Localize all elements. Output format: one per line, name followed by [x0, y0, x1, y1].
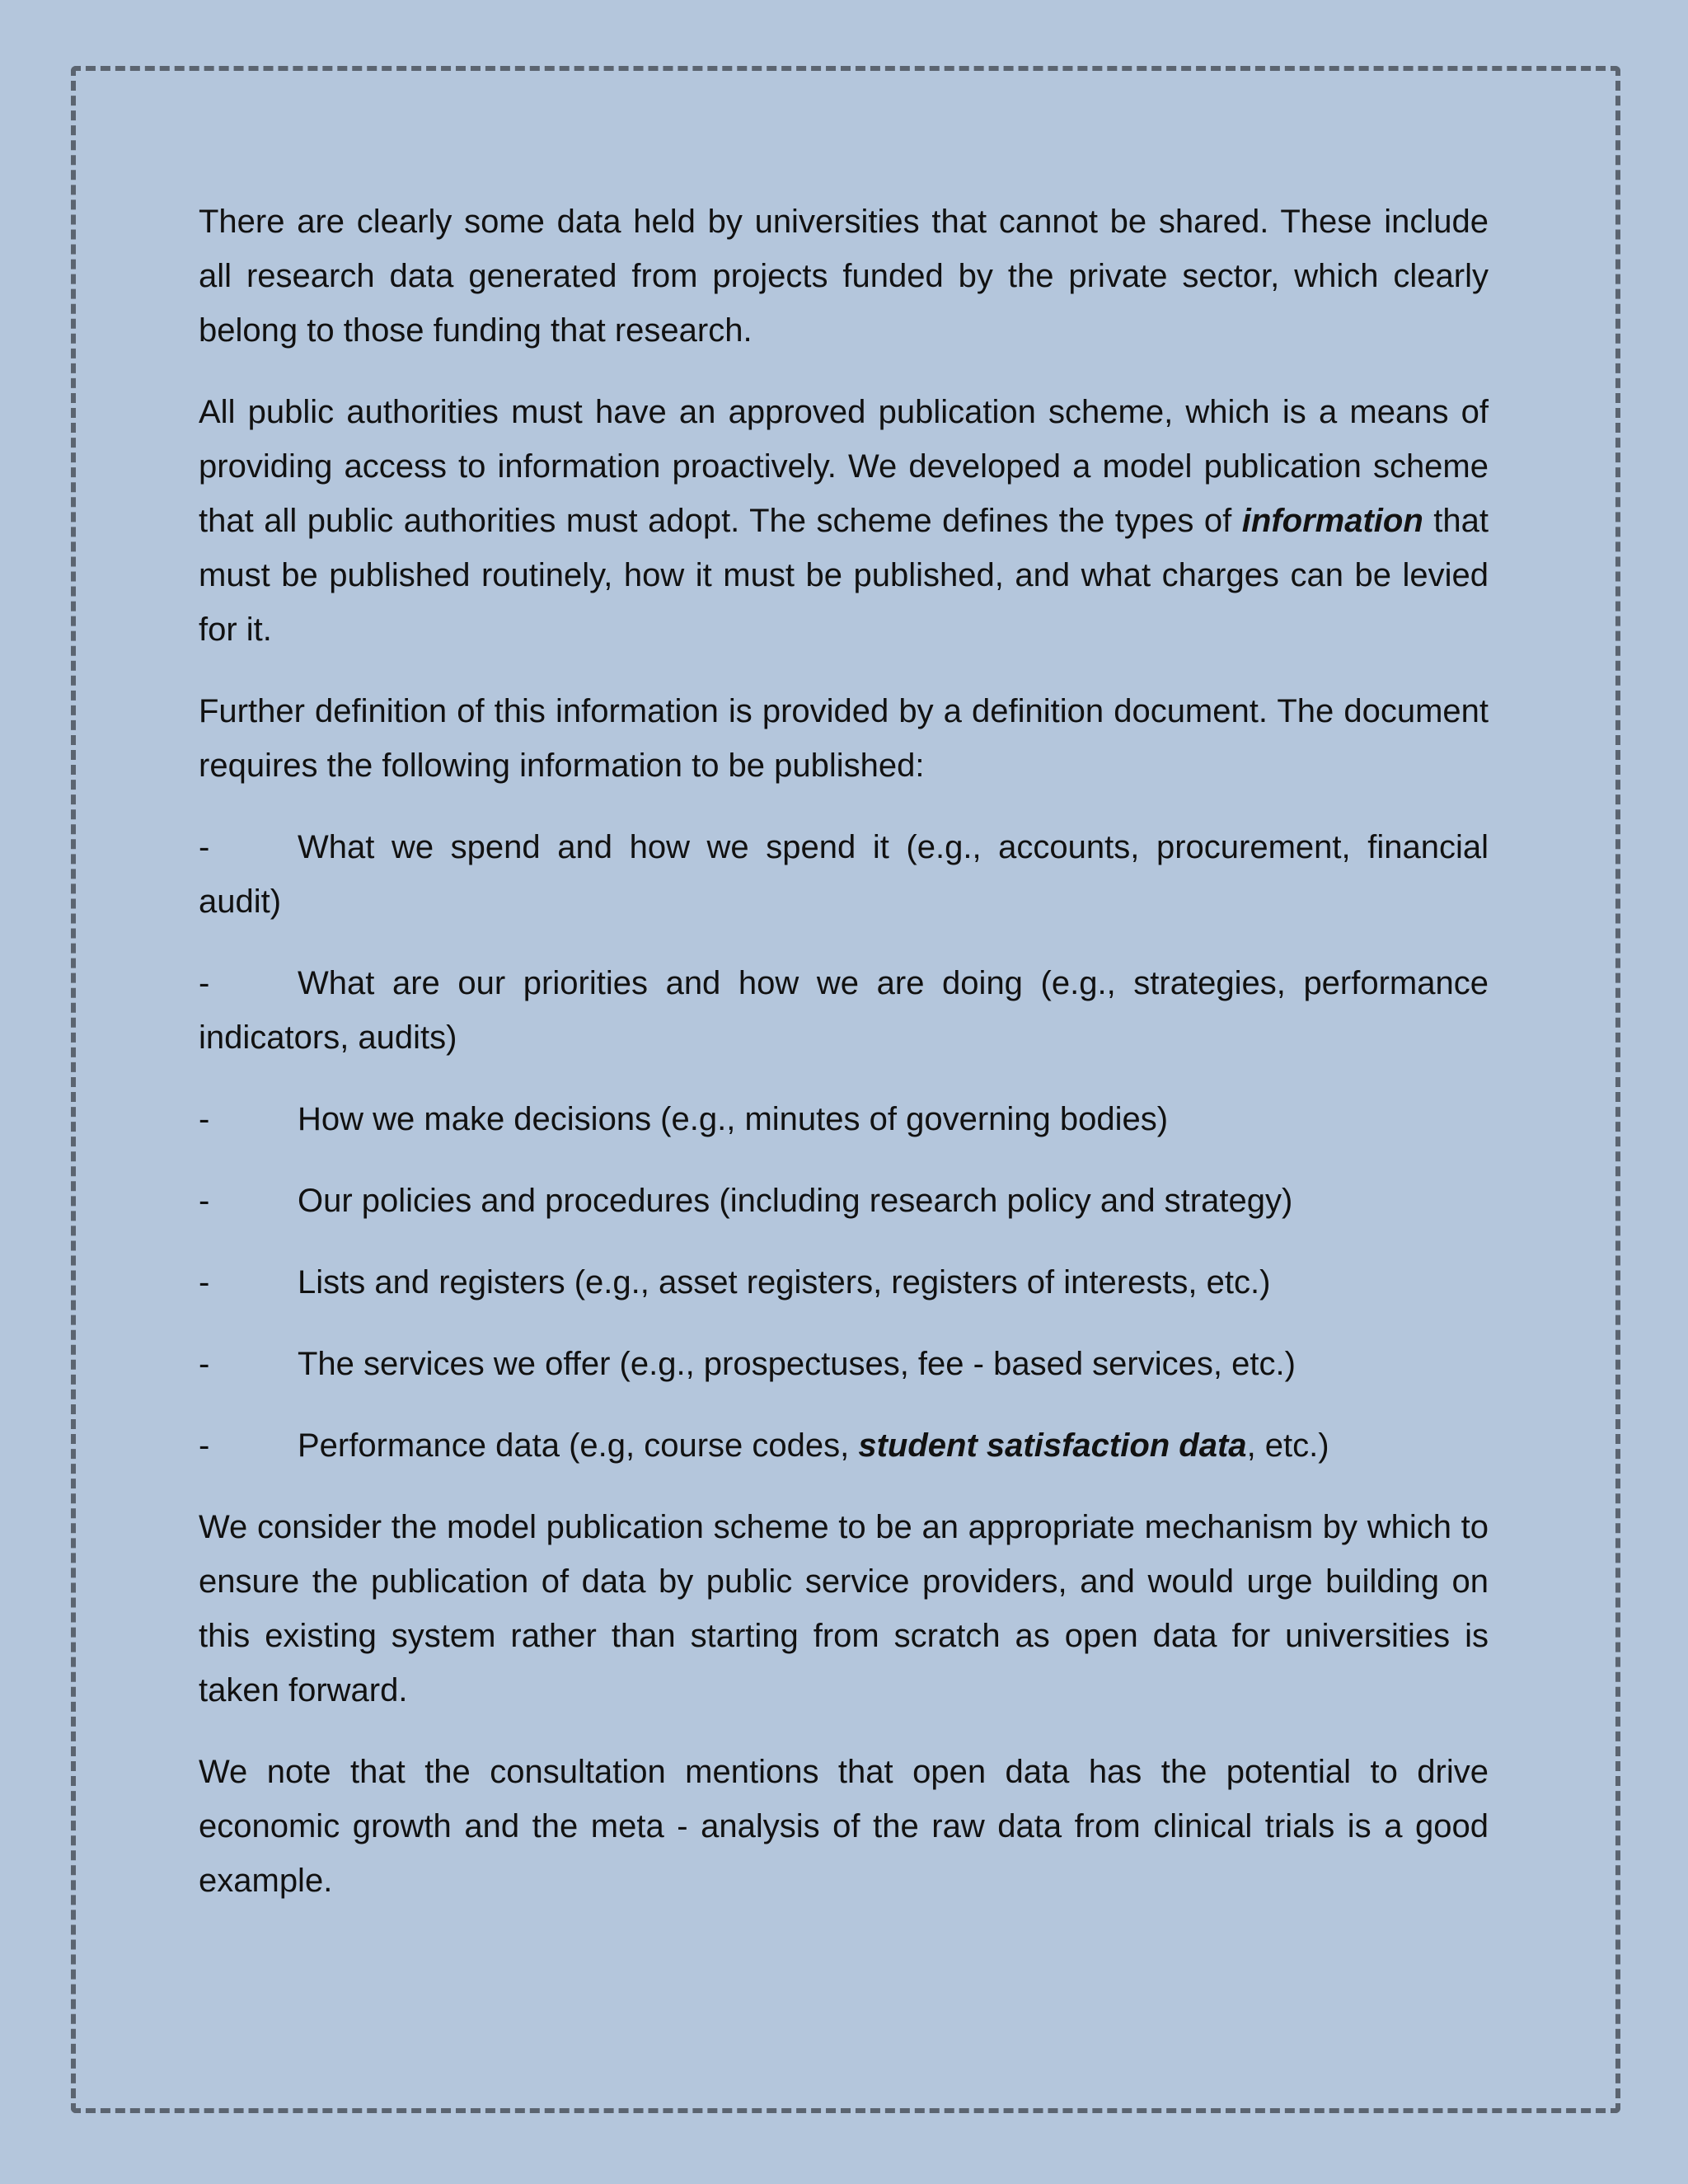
paragraph-definition-document: Further definition of this information is provided by a definition document. The document requires the following information to be published: — [199, 693, 1489, 784]
list-item — [199, 820, 1489, 929]
paragraph-publication-scheme — [199, 385, 1489, 657]
bullet-marker: - — [199, 1101, 210, 1137]
bullet-marker: - — [199, 1264, 210, 1301]
bullet-marker: - — [199, 1346, 210, 1382]
document-body — [199, 194, 1489, 1935]
text-segment: Performance data (e.g, course codes, — [298, 1427, 859, 1464]
list-item-text: The services we offer (e.g., prospectuses, fee - based services, etc.) — [298, 1346, 1296, 1382]
list-item-text: What are our priorities and how we are doing (e.g., strategies, performance indicators, audits) — [199, 965, 1489, 1056]
list-item — [199, 956, 1489, 1065]
list-item-text: Lists and registers (e.g., asset registers, registers of interests, etc.) — [298, 1264, 1271, 1301]
text-segment: that must be published routinely, how it must be published, and what charges can be levied for it. — [199, 503, 1489, 648]
bullet-marker: - — [199, 829, 210, 865]
paragraph-private-data: There are clearly some data held by universities that cannot be shared. These include all research data generated from projects funded by the private sector, which clearly belong to those funding that research. — [199, 204, 1489, 349]
bullet-marker: - — [199, 965, 210, 1001]
emphasized-term: student satisfaction data — [858, 1427, 1247, 1464]
list-item — [199, 1337, 1489, 1391]
list-item — [199, 1092, 1489, 1146]
list-item — [199, 1174, 1489, 1228]
text-segment: , etc.) — [1246, 1427, 1329, 1464]
bullet-marker: - — [199, 1183, 210, 1219]
paragraph-model-scheme: We consider the model publication scheme to be an appropriate mechanism by which to ensure the publication of data by public service providers, and would urge building on this existing system rather than starting from scratch as open data for universities is taken forward. — [199, 1509, 1489, 1708]
list-item — [199, 1255, 1489, 1310]
emphasized-term: information — [1241, 503, 1423, 539]
list-item — [199, 1418, 1489, 1473]
list-item-text: Our policies and procedures (including research policy and strategy) — [298, 1183, 1293, 1219]
list-item-text: How we make decisions (e.g., minutes of governing bodies) — [298, 1101, 1169, 1137]
bullet-marker: - — [199, 1427, 210, 1464]
text-segment: All public authorities must have an approved publication scheme, which is a means of providing access to information proactively. We developed a model publication scheme that all public authorities must adopt. The scheme defines the types of — [199, 394, 1489, 539]
list-item-text: What we spend and how we spend it (e.g., accounts, procurement, financial audit) — [199, 829, 1489, 920]
paragraph-open-data-growth: We note that the consultation mentions that open data has the potential to drive economic growth and the meta - analysis of the raw data from clinical trials is a good example. — [199, 1754, 1489, 1899]
